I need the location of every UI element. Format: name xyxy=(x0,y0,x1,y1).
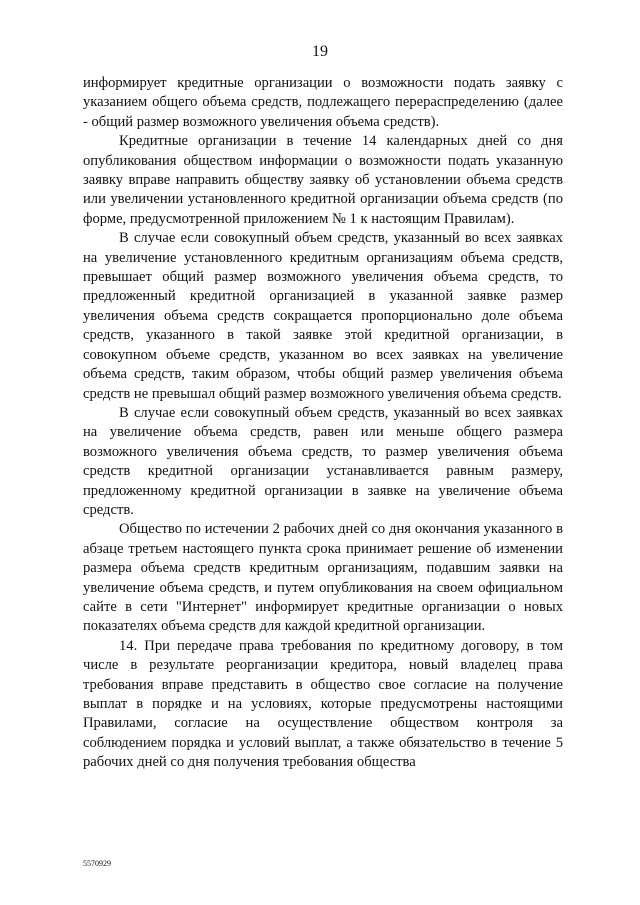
paragraph-society-decision: Общество по истечении 2 рабочих дней со дня окончания указанного в абзаце третьем настоящего пункта срока принимает решение об изменении размера объема средств кредитным организациям, подавшим заявки на увеличение объема средств, и путем опубликования на своем официальном сайте в сети "Интернет" информирует кредитные организации о новых показателях объема средств для каждой кредитной организации. xyxy=(83,521,563,635)
document-body xyxy=(83,74,563,773)
page-number: 19 xyxy=(312,43,328,60)
paragraph-item-14: 14. При передаче права требования по кредитному договору, в том числе в результате реорганизации кредитора, новый владелец права требования вправе представить в общество свое согласие на получение выплат в порядке и на условиях, которые предусмотрены настоящими Правилами, согласие на осуществление обществом контроля за соблюдением порядка и условий выплат, а также обязательство в течение 5 рабочих дней со дня получения требования общества xyxy=(83,637,563,771)
paragraph-continuation: информирует кредитные организации о возможности подать заявку с указанием общего объема средств, подлежащего перераспределению (далее - общий размер возможного увеличения объема средств). xyxy=(83,75,563,130)
paragraph-proportional-reduction: В случае если совокупный объем средств, указанный во всех заявках на увеличение установленного кредитным организациям объема средств, превышает общий размер возможного увеличения объема средств, то предложенный кредитной организацией в указанной заявке размер увеличения объема средств сокращается пропорционально доле объема средств, указанного в такой заявке этой кредитной организации, в совокупном объеме средств, указанном во всех заявках на увеличение объема средств, таким образом, чтобы общий размер увеличения объема средств не превышал общий размер возможного увеличения объема средств. xyxy=(83,230,563,402)
document-code: 5570929 xyxy=(83,859,111,868)
paragraph-application-deadline: Кредитные организации в течение 14 календарных дней со дня опубликования обществом информации о возможности подать указанную заявку вправе направить обществу заявку об установлении объема средств или увеличении установленного кредитной организации объема средств (по форме, предусмотренной приложением № 1 к настоящим Правилам). xyxy=(83,133,563,227)
paragraph-equal-amount: В случае если совокупный объем средств, указанный во всех заявках на увеличение объема средств, равен или меньше общего размера возможного увеличения объема средств, то размер увеличения объема средств кредитной организации устанавливается равным размеру, предложенному кредитной организации в заявке на увеличение объема средств. xyxy=(83,404,563,518)
